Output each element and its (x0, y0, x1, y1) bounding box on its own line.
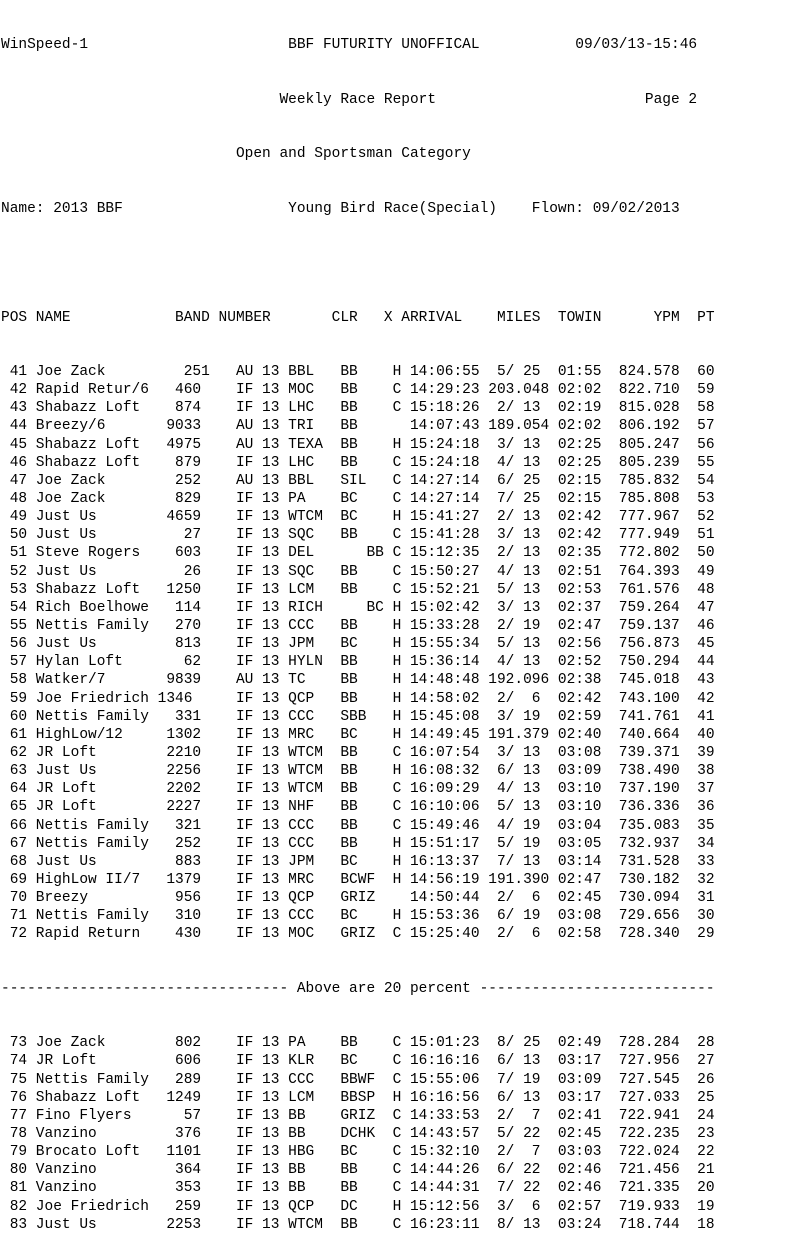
percent-separator: --------------------------------- Above are 20 percent --------------------------- (1, 980, 715, 997)
result-row: 66 Nettis Family 321 IF 13 CCC BB C 15:49:46 4/ 19 03:04 735.083 35 (1, 817, 715, 834)
result-row: 44 Breezy/6 9033 AU 13 TRI BB 14:07:43 189.054 02:02 806.192 57 (1, 418, 715, 435)
result-row: 74 JR Loft 606 IF 13 KLR BC C 16:16:16 6/ 13 03:17 727.956 27 (1, 1053, 715, 1070)
result-row: 41 Joe Zack 251 AU 13 BBL BB H 14:06:55 5/ 25 01:55 824.578 60 (1, 364, 715, 381)
results-below-20-percent (1, 1034, 787, 1234)
result-row: 48 Joe Zack 829 IF 13 PA BC C 14:27:14 7/ 25 02:15 785.808 53 (1, 491, 715, 508)
result-row: 58 Watker/7 9839 AU 13 TC BB H 14:48:48 192.096 02:38 745.018 43 (1, 672, 715, 689)
report-header-line-3: Open and Sportsman Category (1, 146, 471, 163)
result-row: 50 Just Us 27 IF 13 SQC BB C 15:41:28 3/ 13 02:42 777.949 51 (1, 527, 715, 544)
result-row: 79 Brocato Loft 1101 IF 13 HBG BC C 15:32:10 2/ 7 03:03 722.024 22 (1, 1144, 715, 1161)
result-row: 51 Steve Rogers 603 IF 13 DEL BB C 15:12:35 2/ 13 02:35 772.802 50 (1, 545, 715, 562)
result-row: 46 Shabazz Loft 879 IF 13 LHC BB C 15:24:18 4/ 13 02:25 805.239 55 (1, 454, 715, 471)
result-row: 73 Joe Zack 802 IF 13 PA BB C 15:01:23 8/ 25 02:49 728.284 28 (1, 1035, 715, 1052)
result-row: 71 Nettis Family 310 IF 13 CCC BC H 15:53:36 6/ 19 03:08 729.656 30 (1, 908, 715, 925)
result-row: 80 Vanzino 364 IF 13 BB BB C 14:44:26 6/ 22 02:46 721.456 21 (1, 1162, 715, 1179)
report-header-line-2: Weekly Race Report Page 2 (1, 91, 698, 108)
result-row: 76 Shabazz Loft 1249 IF 13 LCM BBSP H 16:16:56 6/ 13 03:17 727.033 25 (1, 1089, 715, 1106)
result-row: 53 Shabazz Loft 1250 IF 13 LCM BB C 15:52:21 5/ 13 02:53 761.576 48 (1, 581, 715, 598)
result-row: 67 Nettis Family 252 IF 13 CCC BB H 15:51:17 5/ 19 03:05 732.937 34 (1, 835, 715, 852)
result-row: 82 Joe Friedrich 259 IF 13 QCP DC H 15:12:56 3/ 6 02:57 719.933 19 (1, 1198, 715, 1215)
result-row: 49 Just Us 4659 IF 13 WTCM BC H 15:41:27 2/ 13 02:42 777.967 52 (1, 509, 715, 526)
results-top-20-percent (1, 363, 787, 944)
result-row: 78 Vanzino 376 IF 13 BB DCHK C 14:43:57 5/ 22 02:45 722.235 23 (1, 1126, 715, 1142)
result-row: 69 HighLow II/7 1379 IF 13 MRC BCWF H 14:56:19 191.390 02:47 730.182 32 (1, 871, 715, 888)
result-row: 81 Vanzino 353 IF 13 BB BB C 14:44:31 7/ 22 02:46 721.335 20 (1, 1180, 715, 1197)
result-row: 55 Nettis Family 270 IF 13 CCC BB H 15:33:28 2/ 19 02:47 759.137 46 (1, 618, 715, 634)
result-row: 59 Joe Friedrich 1346 IF 13 QCP BB H 14:58:02 2/ 6 02:42 743.100 42 (1, 690, 715, 707)
result-row: 83 Just Us 2253 IF 13 WTCM BB C 16:23:11 8/ 13 03:24 718.744 18 (1, 1216, 715, 1233)
result-row: 62 JR Loft 2210 IF 13 WTCM BB C 16:07:54 3/ 13 03:08 739.371 39 (1, 744, 715, 761)
report-header-line-4: Name: 2013 BBF Young Bird Race(Special) Flown: 09/02/2013 (1, 200, 680, 217)
result-row: 72 Rapid Return 430 IF 13 MOC GRIZ C 15:25:40 2/ 6 02:58 728.340 29 (1, 926, 715, 943)
column-header: POS NAME BAND NUMBER CLR X ARRIVAL MILES TOWIN YPM PT (1, 309, 715, 326)
result-row: 75 Nettis Family 289 IF 13 CCC BBWF C 15:55:06 7/ 19 03:09 727.545 26 (1, 1071, 715, 1088)
result-row: 65 JR Loft 2227 IF 13 NHF BB C 16:10:06 5/ 13 03:10 736.336 36 (1, 799, 715, 816)
result-row: 52 Just Us 26 IF 13 SQC BB C 15:50:27 4/ 13 02:51 764.393 49 (1, 563, 715, 580)
blank-line (1, 254, 787, 272)
result-row: 54 Rich Boelhowe 114 IF 13 RICH BC H 15:02:42 3/ 13 02:37 759.264 47 (1, 599, 715, 616)
result-row: 56 Just Us 813 IF 13 JPM BC H 15:55:34 5/ 13 02:56 756.873 45 (1, 636, 715, 653)
result-row: 64 JR Loft 2202 IF 13 WTCM BB C 16:09:29 4/ 13 03:10 737.190 37 (1, 781, 715, 798)
result-row: 63 Just Us 2256 IF 13 WTCM BB H 16:08:32 6/ 13 03:09 738.490 38 (1, 763, 715, 780)
result-row: 47 Joe Zack 252 AU 13 BBL SIL C 14:27:14 6/ 25 02:15 785.832 54 (1, 472, 715, 489)
result-row: 77 Fino Flyers 57 IF 13 BB GRIZ C 14:33:53 2/ 7 02:41 722.941 24 (1, 1107, 715, 1124)
result-row: 60 Nettis Family 331 IF 13 CCC SBB H 15:45:08 3/ 19 02:59 741.761 41 (1, 708, 715, 725)
result-row: 61 HighLow/12 1302 IF 13 MRC BC H 14:49:45 191.379 02:40 740.664 40 (1, 726, 715, 743)
result-row: 57 Hylan Loft 62 IF 13 HYLN BB H 15:36:14 4/ 13 02:52 750.294 44 (1, 654, 715, 671)
result-row: 68 Just Us 883 IF 13 JPM BC H 16:13:37 7/ 13 03:14 731.528 33 (1, 853, 715, 870)
result-row: 42 Rapid Retur/6 460 IF 13 MOC BB C 14:29:23 203.048 02:02 822.710 59 (1, 382, 715, 399)
report-header-line-1: WinSpeed-1 BBF FUTURITY UNOFFICAL 09/03/13-15:46 (1, 37, 698, 54)
result-row: 70 Breezy 956 IF 13 QCP GRIZ 14:50:44 2/ 6 02:45 730.094 31 (1, 890, 715, 907)
result-row: 45 Shabazz Loft 4975 AU 13 TEXA BB H 15:24:18 3/ 13 02:25 805.247 56 (1, 436, 715, 453)
result-row: 43 Shabazz Loft 874 IF 13 LHC BB C 15:18:26 2/ 13 02:19 815.028 58 (1, 400, 715, 417)
